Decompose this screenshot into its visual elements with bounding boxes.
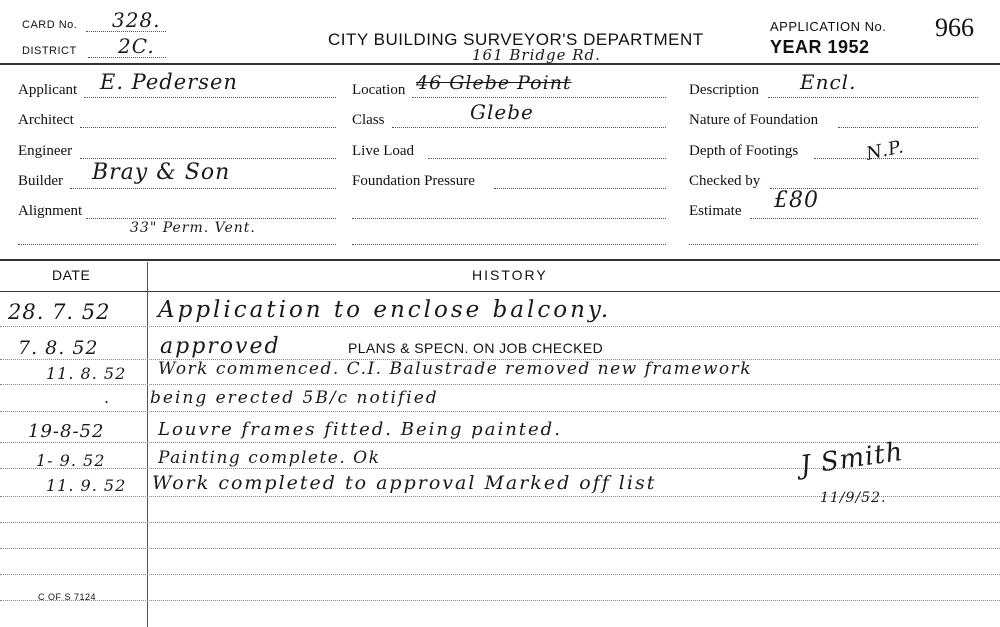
- checked-by-label: Checked by: [689, 173, 761, 189]
- history-column-divider: [147, 262, 148, 627]
- history-text-7: Work completed to approval Marked off list: [152, 472, 657, 494]
- district-value: 2C.: [118, 34, 155, 58]
- class-line: [392, 127, 666, 128]
- district-label: DISTRICT: [22, 45, 77, 57]
- live-load-label: Live Load: [352, 143, 415, 159]
- history-header-rule: [0, 291, 1000, 292]
- class-label: Class: [352, 112, 385, 128]
- middle-line-5: [352, 218, 666, 219]
- year-label: YEAR 1952: [770, 37, 870, 57]
- alignment-label: Alignment: [18, 203, 83, 219]
- surveyor-signature: J Smith: [798, 436, 906, 482]
- history-date-2: 7. 8. 52: [18, 337, 99, 359]
- history-rule-8: [0, 522, 1000, 523]
- application-label: APPLICATION No.: [770, 19, 887, 34]
- history-rule-1: [0, 326, 1000, 327]
- history-date-7: 11. 9. 52: [46, 476, 127, 495]
- builder-value: Bray & Son: [92, 160, 231, 185]
- application-number: 966: [935, 13, 974, 42]
- history-rule-10: [0, 574, 1000, 575]
- depth-footings-value: N.P.: [864, 136, 907, 165]
- alignment-line-2: [18, 244, 336, 245]
- history-text-5: Louvre frames fitted. Being painted.: [158, 419, 562, 440]
- history-rule-5: [0, 442, 1000, 443]
- date-column-header: DATE: [52, 267, 91, 283]
- builder-line: [70, 188, 336, 189]
- plans-checked-stamp: PLANS & SPECN. ON JOB CHECKED: [348, 340, 604, 356]
- history-text-2: approved: [160, 334, 281, 359]
- nature-foundation-line: [838, 127, 978, 128]
- applicant-label: Applicant: [18, 82, 78, 98]
- foundation-pressure-line: [494, 188, 666, 189]
- estimate-line: [750, 218, 978, 219]
- card-no-label: CARD No.: [22, 19, 78, 31]
- history-date-6: 1- 9. 52: [36, 451, 106, 470]
- history-text-6: Painting complete. Ok: [158, 448, 381, 468]
- description-line: [768, 97, 978, 98]
- history-text-4: being erected 5B/c notified: [150, 388, 439, 408]
- engineer-line: [80, 158, 336, 159]
- history-date-1: 28. 7. 52: [8, 300, 111, 324]
- alignment-line: [86, 218, 336, 219]
- class-value: Glebe: [470, 100, 534, 124]
- estimate-value: £80: [774, 188, 819, 213]
- description-value: Encl.: [800, 70, 857, 94]
- card-no-value: 328.: [112, 8, 161, 32]
- location-label: Location: [352, 82, 406, 98]
- department-title: CITY BUILDING SURVEYOR'S DEPARTMENT: [328, 30, 704, 49]
- history-column-header: HISTORY: [472, 267, 548, 283]
- history-rule-9: [0, 548, 1000, 549]
- history-top-rule: [0, 259, 1000, 261]
- location-struck-value: 46 Glebe Point: [416, 72, 572, 94]
- history-date-4: .: [104, 388, 111, 407]
- description-label: Description: [689, 82, 759, 98]
- engineer-label: Engineer: [18, 143, 73, 159]
- architect-line: [80, 127, 336, 128]
- alignment-note: 33" Perm. Vent.: [130, 220, 256, 236]
- form-code: C OF S 7124: [38, 592, 97, 602]
- applicant-value: E. Pedersen: [100, 70, 238, 94]
- history-rule-3: [0, 384, 1000, 385]
- history-date-5: 19-8-52: [28, 421, 105, 442]
- right-line-6: [689, 244, 978, 245]
- foundation-pressure-label: Foundation Pressure: [352, 173, 475, 189]
- location-line: [412, 97, 666, 98]
- builder-label: Builder: [18, 173, 63, 189]
- architect-label: Architect: [18, 112, 74, 128]
- middle-line-6: [352, 244, 666, 245]
- depth-footings-label: Depth of Footings: [689, 143, 799, 159]
- live-load-line: [428, 158, 666, 159]
- history-date-3: 11. 8. 52: [46, 364, 127, 383]
- location-value: 161 Bridge Rd.: [472, 46, 601, 64]
- history-text-1: Application to enclose balcony.: [158, 297, 612, 323]
- nature-foundation-label: Nature of Foundation: [689, 112, 819, 128]
- history-rule-4: [0, 411, 1000, 412]
- history-text-3: Work commenced. C.I. Balustrade removed new framework: [158, 359, 753, 379]
- estimate-label: Estimate: [689, 203, 742, 219]
- history-rule-11: [0, 600, 1000, 601]
- signature-date: 11/9/52.: [820, 490, 887, 506]
- applicant-line: [84, 97, 336, 98]
